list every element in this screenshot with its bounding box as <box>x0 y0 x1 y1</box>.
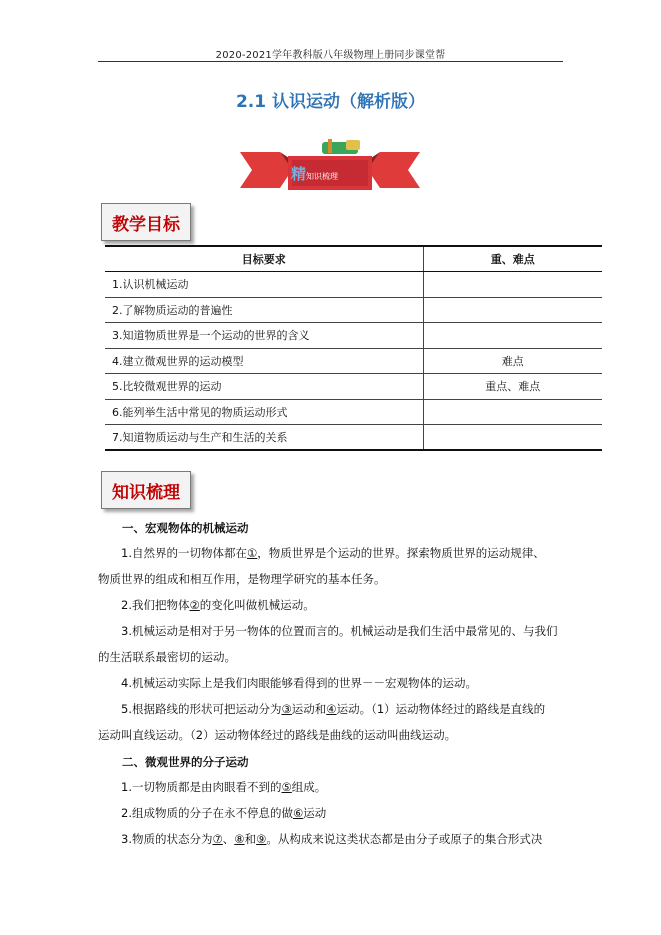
page-header: 2020-2021学年教科版八年级物理上册同步课堂帮 <box>215 50 446 61</box>
section-heading-knowledge: 知识梳理 <box>101 471 191 509</box>
blank-9: ⑨ <box>256 832 267 846</box>
level-cell <box>423 425 602 451</box>
paragraph-7: 2.组成物质的分子在永不停息的做⑥运动 <box>121 806 327 820</box>
level-cell <box>423 297 602 323</box>
table-row <box>105 399 602 425</box>
paragraph-8: 3.物质的状态分为⑦、⑧和⑨。从构成来说这类状态都是由分子或原子的集合形式决 <box>121 832 543 846</box>
blank-3: ③ <box>281 702 292 716</box>
goal-cell: 1.认识机械运动 <box>105 272 423 298</box>
table-row <box>105 425 602 451</box>
table-header-goal: 目标要求 <box>105 246 423 272</box>
table-row <box>105 272 602 298</box>
blank-1: ① <box>246 546 258 560</box>
paragraph-6: 1.一切物质都是由肉眼看不到的⑤组成。 <box>121 780 327 794</box>
blank-4: ④ <box>326 702 337 716</box>
blank-7: ⑦ <box>212 832 223 846</box>
level-cell: 重点、难点 <box>423 374 602 400</box>
goal-cell: 5.比较微观世界的运动 <box>105 374 423 400</box>
table-row <box>105 374 602 400</box>
blank-6: ⑥ <box>292 806 304 820</box>
goal-cell: 2.了解物质运动的普遍性 <box>105 297 423 323</box>
level-cell <box>423 399 602 425</box>
header-rule <box>98 61 563 62</box>
banner-char: 精 <box>291 165 307 183</box>
banner-ribbon <box>240 138 420 194</box>
table-header-level: 重、难点 <box>423 246 602 272</box>
blank-8: ⑧ <box>234 832 245 846</box>
subheading-macro: 一、宏观物体的机械运动 <box>122 521 249 535</box>
blank-5: ⑤ <box>281 780 292 794</box>
paragraph-3: 3.机械运动是相对于另一物体的位置而言的。机械运动是我们生活中最常见的、与我们 的生活联系最密切的运动。 <box>98 624 558 664</box>
paragraph-4: 4.机械运动实际上是我们肉眼能够看得到的世界－－宏观物体的运动。 <box>121 676 477 690</box>
goals-table <box>105 245 602 451</box>
table-row <box>105 323 602 349</box>
blank-2: ② <box>189 598 200 612</box>
goal-cell: 4.建立微观世界的运动模型 <box>105 348 423 374</box>
goal-cell: 3.知道物质世界是一个运动的世界的含义 <box>105 323 423 349</box>
goal-cell: 7.知道物质运动与生产和生活的关系 <box>105 425 423 451</box>
paragraph-1: 1.自然界的一切物体都在①，物质世界是个运动的世界。探索物质世界的运动规律、 物质世界的组成和相互作用，是物理学研究的基本任务。 <box>98 546 545 586</box>
table-row <box>105 297 602 323</box>
banner-label: 知识梳理 <box>306 172 338 181</box>
section-heading-goals: 教学目标 <box>101 203 191 241</box>
paragraph-5: 5.根据路线的形状可把运动分为③运动和④运动。（1）运动物体经过的路线是直线的 运动叫直线运动。（2）运动物体经过的路线是曲线的运动叫曲线运动。 <box>98 702 546 742</box>
table-row <box>105 348 602 374</box>
level-cell <box>423 272 602 298</box>
level-cell: 难点 <box>423 348 602 374</box>
document-title: 2.1 认识运动（解析版） <box>235 92 426 112</box>
level-cell <box>423 323 602 349</box>
paragraph-2: 2.我们把物体②的变化叫做机械运动。 <box>121 598 315 612</box>
subheading-micro: 二、微观世界的分子运动 <box>122 755 249 769</box>
goal-cell: 6.能列举生活中常见的物质运动形式 <box>105 399 423 425</box>
